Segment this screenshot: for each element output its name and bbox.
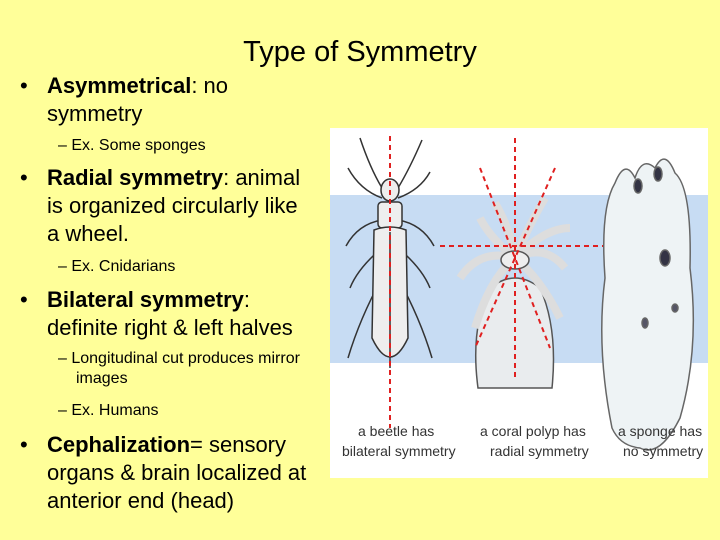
sponge-illustration (602, 159, 694, 450)
bullet-icon: • (20, 432, 28, 457)
term: Asymmetrical (47, 73, 192, 98)
bullet-cephalization (20, 431, 320, 515)
dash-icon: – (58, 402, 67, 419)
sub-bullet-text: Ex. Some sponges (71, 137, 206, 154)
dash-icon: – (58, 350, 67, 367)
caption-beetle-line1: a beetle has (358, 423, 435, 439)
sub-bullet-longitudinal (40, 349, 315, 389)
term: Cephalization (47, 432, 191, 457)
sub-bullet-cnidarians (40, 257, 300, 277)
bullet-icon: • (20, 165, 28, 190)
sub-bullet-humans (40, 401, 300, 421)
sub-bullet-sponges (40, 136, 300, 156)
definition: : animal is organized circularly like a wheel. (47, 165, 301, 246)
caption-beetle-line2: bilateral symmetry (342, 443, 456, 459)
caption-coral-line2: radial symmetry (490, 443, 589, 459)
caption-coral-line1: a coral polyp has (480, 423, 586, 439)
dash-icon: – (58, 258, 67, 275)
symmetry-figure (330, 128, 708, 478)
term: Bilateral symmetry (47, 287, 244, 312)
bullet-icon: • (20, 73, 28, 98)
caption-sponge-line2: no symmetry (623, 443, 704, 459)
sub-bullet-text: Ex. Humans (71, 402, 159, 419)
caption-sponge-line1: a sponge has (618, 423, 703, 439)
dash-icon: – (58, 137, 67, 154)
sub-bullet-text: Ex. Cnidarians (71, 258, 176, 275)
definition: : definite right & left halves (47, 287, 293, 340)
definition: : no symmetry (47, 73, 229, 126)
bullet-icon: • (20, 287, 28, 312)
definition: = sensory organs & brain localized at anterior end (head) (47, 432, 307, 513)
sub-bullet-text: Longitudinal cut produces mirror images (71, 350, 300, 387)
term: Radial symmetry (47, 165, 224, 190)
bullet-asymmetrical (20, 72, 310, 128)
bullet-bilateral (20, 286, 320, 342)
slide-title: Type of Symmetry (243, 36, 477, 68)
bullet-radial (20, 164, 310, 248)
